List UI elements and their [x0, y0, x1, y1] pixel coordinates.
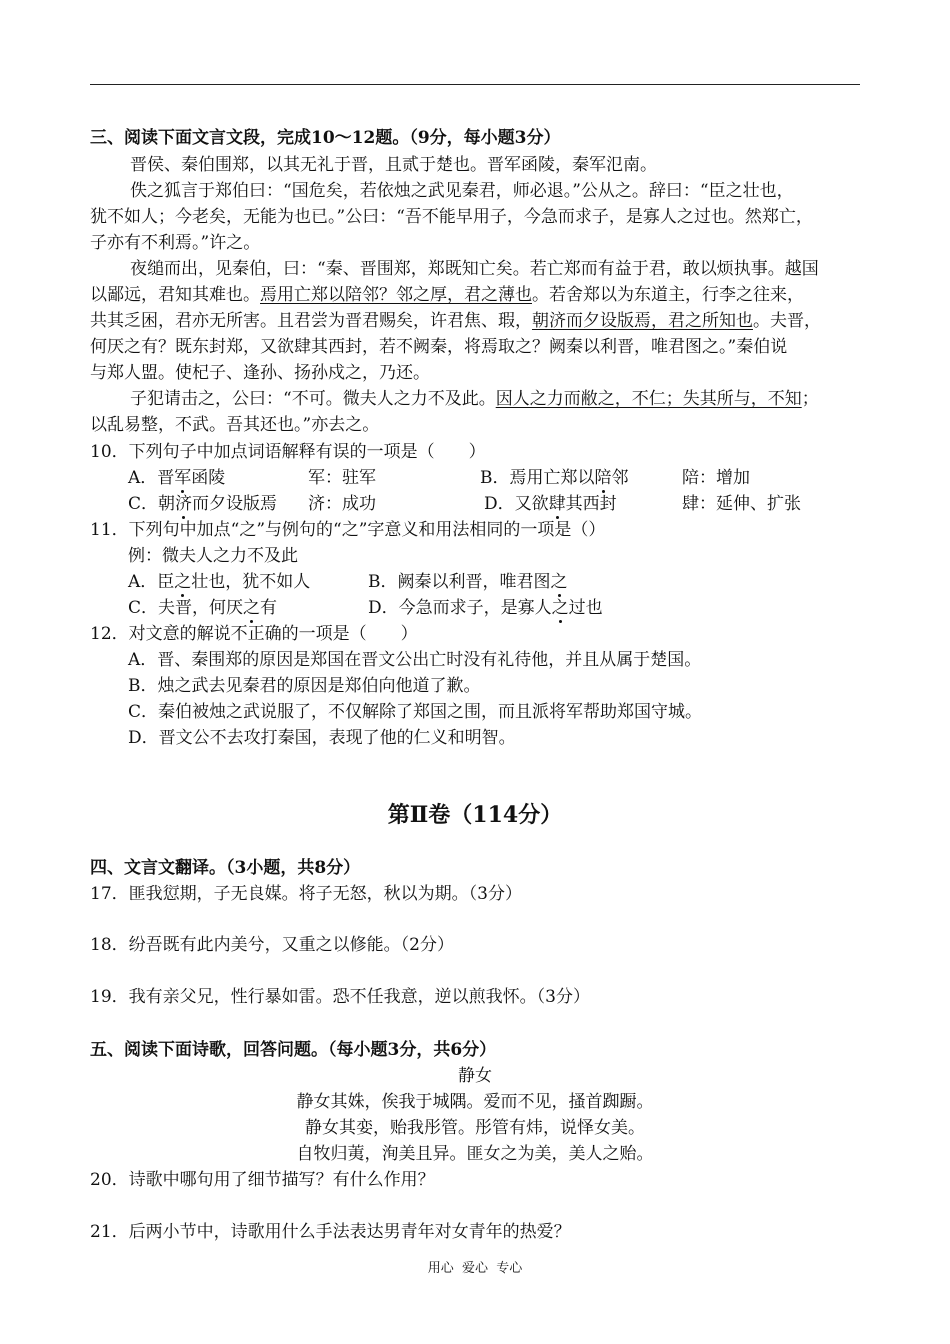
q21: 21．后两小节中，诗歌用什么手法表达男青年对女青年的热爱？	[90, 1222, 571, 1242]
dotted-word: 军	[174, 468, 192, 488]
q11-example: 例：微夫人之力不及此	[128, 546, 298, 566]
section5-heading: 五、阅读下面诗歌，回答问题。（每小题3分，共6分）	[90, 1040, 497, 1060]
text: D．今急而求子，是寡人	[368, 598, 552, 618]
text: C．夫晋，何厌	[128, 598, 244, 618]
q10-option-a	[128, 466, 225, 490]
passage-para2-line1: 佚之狐言于郑伯曰：“国危矣，若依烛之武见秦君，师必退。”公从之。辞曰：“臣之壮也，	[130, 181, 794, 201]
text: B．焉用亡郑以	[480, 468, 595, 488]
underlined-sentence: 焉用亡郑以陪邻？邻之厚，君之薄也	[260, 285, 532, 305]
q12-option-d: D．晋文公不去攻打秦国，表现了他的仁义和明智。	[128, 728, 516, 748]
header-rule	[90, 84, 860, 85]
q10-option-b	[480, 466, 629, 490]
text: 而夕设版焉	[192, 494, 278, 514]
text: B．阙秦以利晋，唯君图	[368, 572, 551, 592]
text: D．又欲	[484, 494, 549, 514]
q19: 19．我有亲父兄，性行暴如雷。恐不任我意，逆以煎我怀。（3分）	[90, 987, 590, 1007]
q12-option-c: C．秦伯被烛之武说服了，不仅解除了郑国之围，而且派将军帮助郑国守城。	[128, 702, 703, 722]
dotted-word: 济	[175, 494, 193, 514]
page-footer: 用心 爱心 专心	[427, 1261, 523, 1276]
dotted-word: 之	[243, 598, 261, 618]
passage-para2-line3: 子亦有不利焉。”许之。	[90, 233, 261, 253]
text: C．朝	[128, 494, 176, 514]
section4-heading: 四、文言文翻译。（3小题，共8分）	[90, 858, 361, 878]
poem-line-3: 自牧归荑，洵美且异。匪女之为美，美人之贻。	[296, 1144, 654, 1164]
q10-option-d-gloss: 肆：延伸、扩张	[682, 494, 801, 514]
q10-option-a-gloss: 军：驻军	[308, 468, 376, 488]
passage-para4-line2: 以乱易整，不武。吾其还也。”亦去之。	[90, 415, 380, 435]
q12-option-a: A．晋、秦围郑的原因是郑国在晋文公出亡时没有礼待他，并且从属于楚国。	[128, 650, 702, 670]
passage-para3-line1: 夜缒而出，见秦伯，曰：“秦、晋围郑，郑既知亡矣。若亡郑而有益于君，敢以烦执事。越国	[130, 259, 819, 279]
q12-option-b: B．烛之武去见秦君的原因是郑伯向他道了歉。	[128, 676, 481, 696]
dotted-word: 陪	[594, 468, 612, 488]
passage-para1: 晋侯、秦伯围郑，以其无礼于晋，且贰于楚也。晋军函陵，秦军氾南。	[130, 155, 657, 175]
underlined-sentence: 因人之力而敝之，不仁；失其所与，不知	[495, 389, 802, 409]
passage-para3-line2	[90, 283, 804, 307]
text: A．晋	[128, 468, 175, 488]
text: 共其乏困，君亦无所害。且君尝为晋君赐矣，许君焦、瑕，	[90, 311, 532, 331]
dotted-word: 之	[174, 572, 192, 592]
poem-line-1: 静女其姝，俟我于城隅。爱而不见，搔首踟蹰。	[296, 1092, 654, 1112]
passage-para4-line1	[130, 387, 819, 411]
underlined-sentence: 朝济而夕设版焉，君之所知也	[532, 311, 753, 331]
text: 。若舍郑以为东道主，行李之往来，	[532, 285, 804, 305]
text: 壮也，犹不如人	[191, 572, 311, 592]
q11-option-c	[128, 596, 277, 620]
q10-stem: 10．下列句子中加点词语解释有误的一项是（ ）	[90, 442, 486, 462]
poem-title: 静女	[458, 1066, 492, 1086]
q10-option-c-gloss: 济：成功	[308, 494, 376, 514]
passage-para2-line2: 犹不如人；今老矣，无能为也已。”公曰：“吾不能早用子，今急而求子，是寡人之过也。然郑亡，	[90, 207, 813, 227]
dotted-word: 之	[551, 598, 569, 618]
section3-heading: 三、阅读下面文言文段，完成10～12题。（9分，每小题3分）	[90, 128, 561, 148]
text: 过也	[568, 598, 603, 618]
q10-option-b-gloss: 陪：增加	[682, 468, 750, 488]
dotted-word: 之	[550, 572, 568, 592]
part2-title: 第Ⅱ卷（114分）	[387, 802, 563, 828]
q11-option-d	[368, 596, 603, 620]
q11-stem: 11．下列句中加点“之”与例句的“之”字意义和用法相同的一项是（）	[90, 520, 606, 540]
text: ；	[801, 389, 819, 409]
text: 邻	[611, 468, 629, 488]
q12-stem: 12．对文意的解说不正确的一项是（ ）	[90, 624, 418, 644]
q20: 20．诗歌中哪句用了细节描写？有什么作用？	[90, 1170, 435, 1190]
text: 。夫晋，	[753, 311, 821, 331]
q17: 17．匪我愆期，子无良媒。将子无怒，秋以为期。（3分）	[90, 884, 522, 904]
q18: 18．纷吾既有此内美兮，又重之以修能。（2分）	[90, 935, 454, 955]
passage-para3-line3	[90, 309, 821, 333]
text: 其西封	[565, 494, 617, 514]
passage-para3-line4: 何厌之有？既东封郑，又欲肆其西封，若不阙秦，将焉取之？阙秦以利晋，唯君图之。”秦伯说	[90, 337, 788, 357]
q11-option-a	[128, 570, 310, 594]
q11-option-b	[368, 570, 568, 594]
text: 函陵	[191, 468, 226, 488]
text: 子犯请击之，公曰：“不可。微夫人之力不及此。	[130, 389, 496, 409]
poem-line-2: 静女其娈，贻我彤管。彤管有炜，说怿女美。	[305, 1118, 645, 1138]
passage-para3-line5: 与郑人盟。使杞子、逢孙、扬孙戍之，乃还。	[90, 363, 430, 383]
text: 有	[260, 598, 278, 618]
text: A．臣	[128, 572, 175, 592]
text: 以鄙远，君知其难也。	[90, 285, 260, 305]
q10-option-c	[128, 492, 277, 516]
q10-option-d	[484, 492, 617, 516]
dotted-word: 肆	[548, 494, 566, 514]
